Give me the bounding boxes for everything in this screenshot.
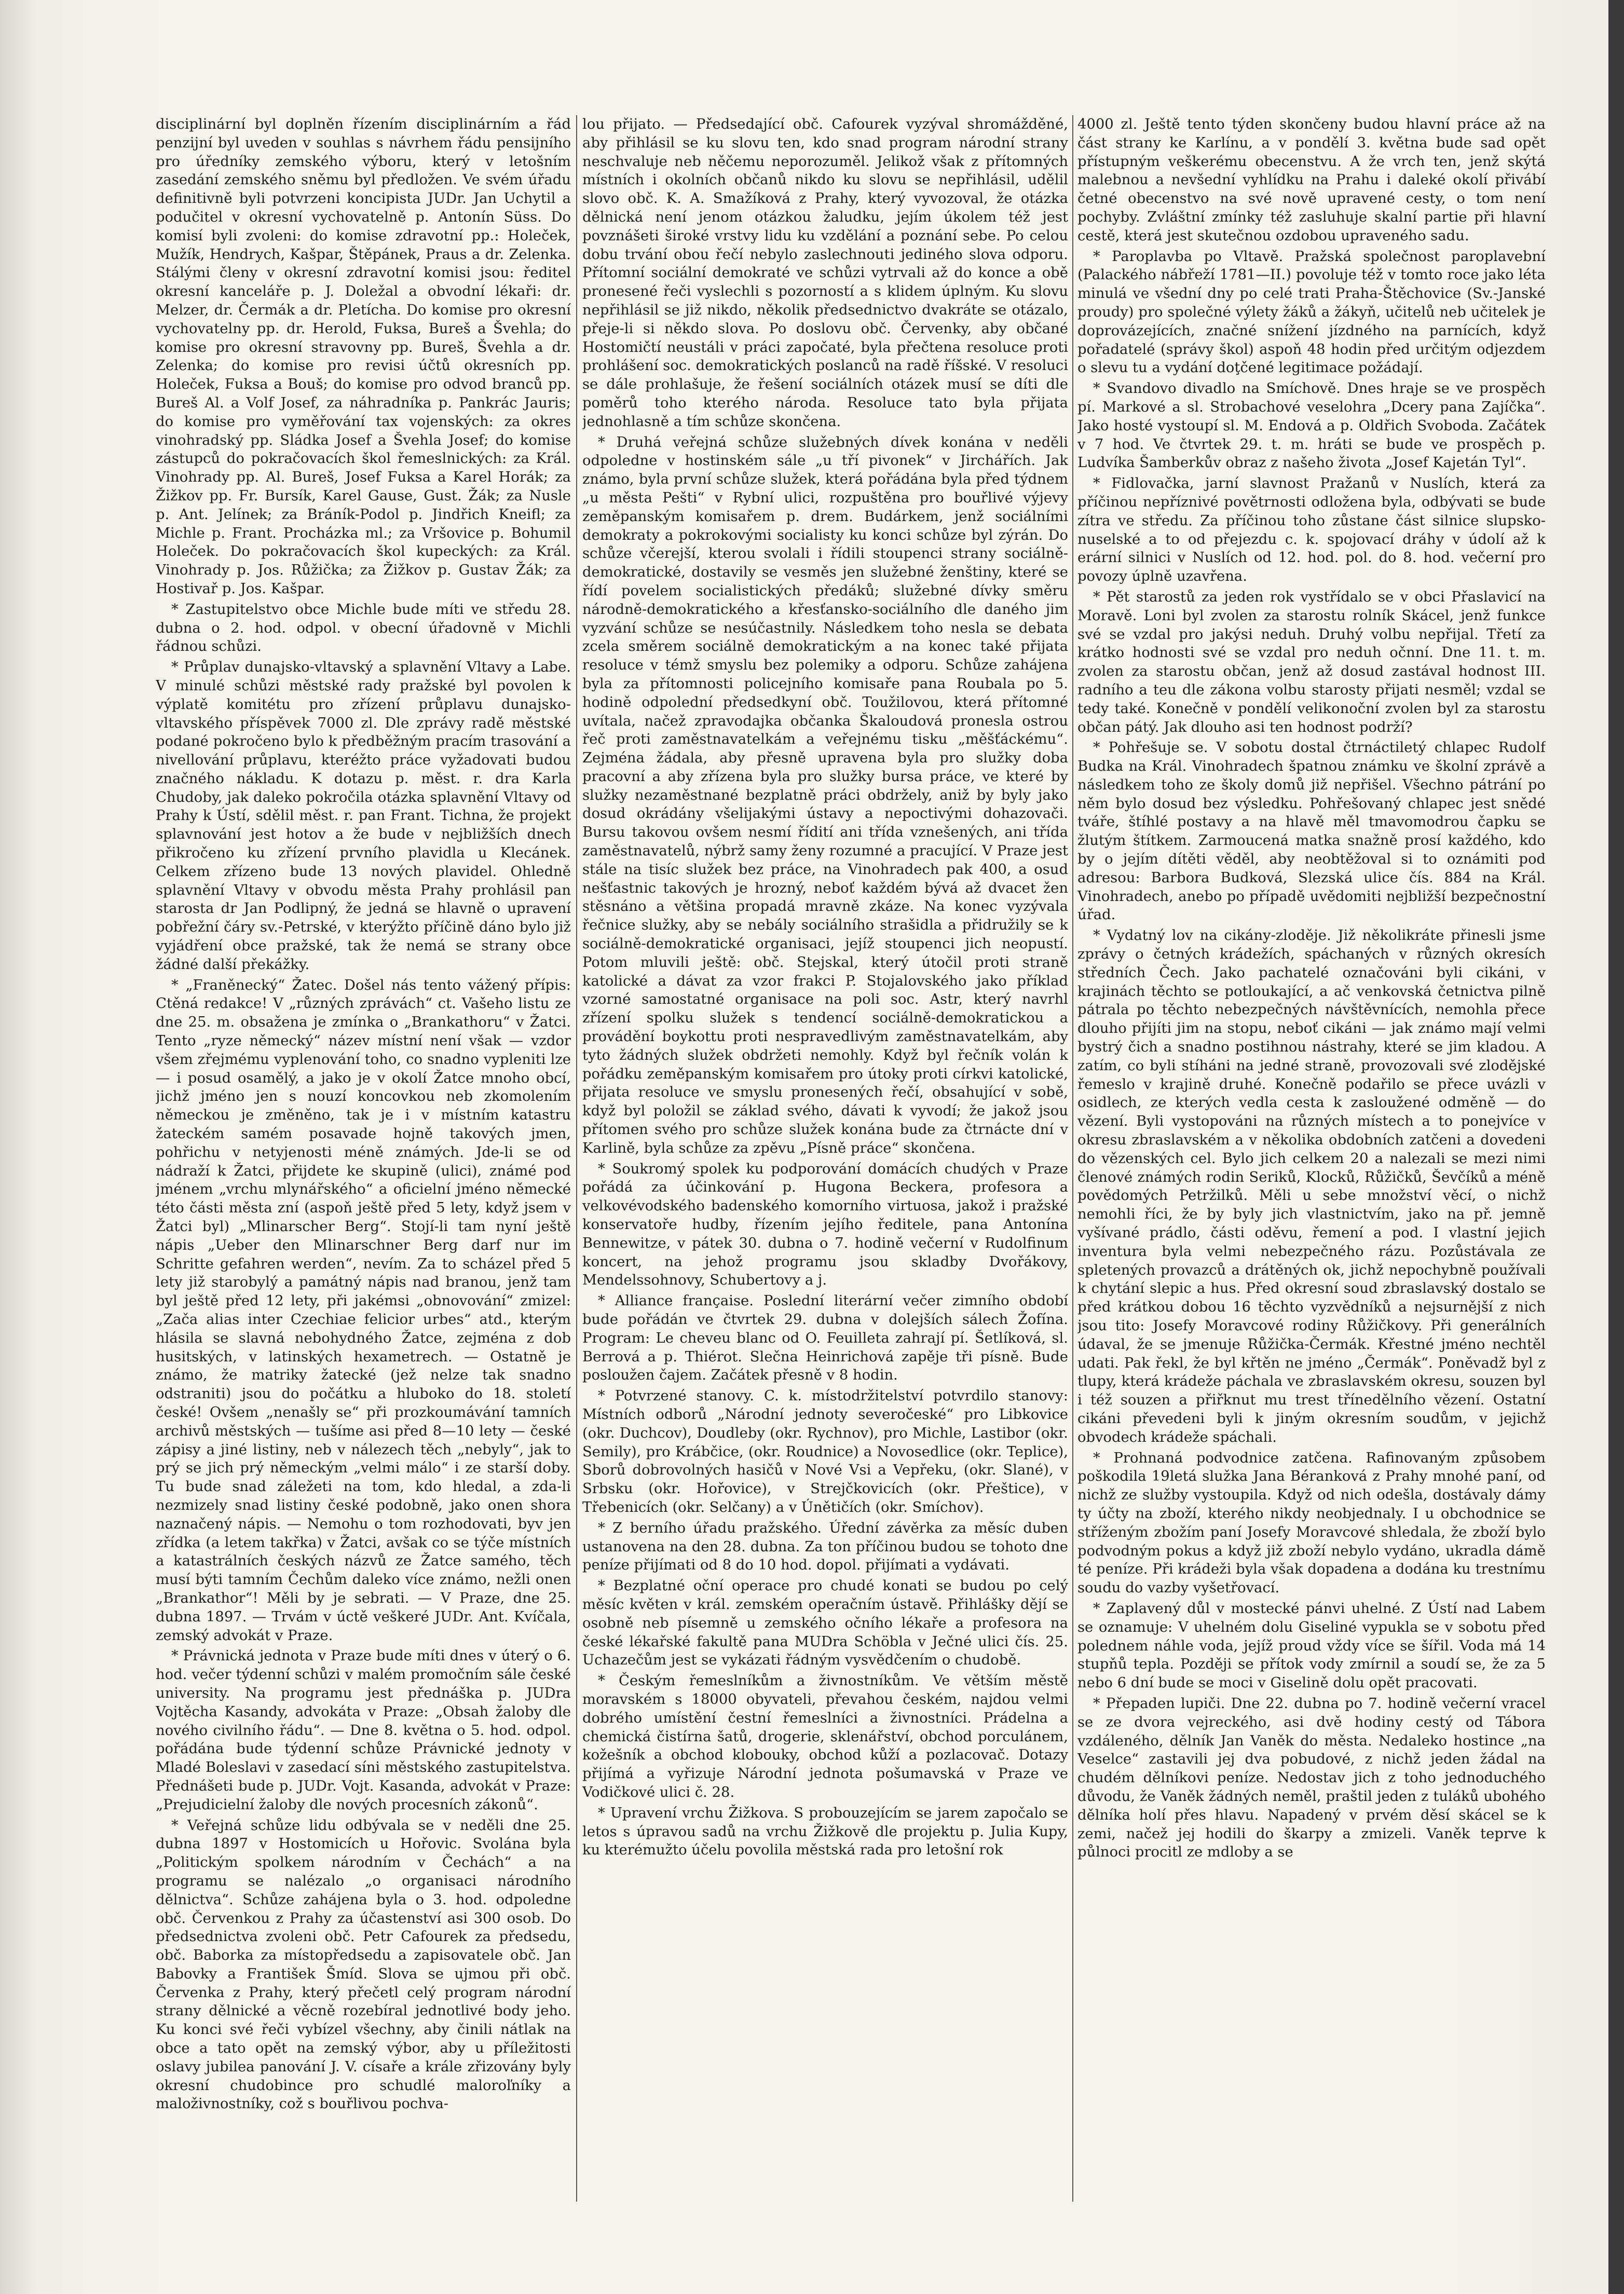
text-column-left bbox=[156, 115, 571, 2202]
article-eye-operations: * Bezplatné oční operace pro chudé konati se budou po celý měsíc květen v král. zemském operačním ústavě. Přihlášky dějí se osobně neb písemně u zemského očního lékaře a profesora na české lékařské fakultě pana MUDra Schöbla v Ječné ulici čís. 25. Uchazečům jest se vykázati řádným vysvědčením o chudobě. bbox=[582, 1578, 1068, 1669]
article-continued: disciplinární byl doplněn řízením disciplinárním a řád penzijní byl uveden v souhlas s návrhem řádu pensijního pro úředníky zemského výboru, který v letošním zasedání zemského sněmu byl předložen. Ve svém úřadu definitivně byli potvrzeni koncipista JUDr. Jan Uchytil a podučitel v okresní vychovatelně p. Antonín Süss. Do komisí byli zvoleni: do komise zdravotní pp.: Holeček, Mužík, Hendrych, Kašpar, Štěpánek, Praus a dr. Zelenka. Stálými členy v okresní zdravotní komisi jsou: ředitel okresní kanceláře p. J. Doležal a obvodní lékaři: dr. Melzer, dr. Čermák a dr. Pletícha. Do komise pro okresní vychovatelny pp. dr. Herold, Fuksa, Bureš a Švehla; do komise pro okresní stravovny pp. Bureš, Švehla a dr. Zelenka; do komise pro revisi účtů okresních pp. Holeček, Fuksa a Bouš; do komise pro odvod branců pp. Bureš Al. a Volf Josef, za náhradníka p. Pankrác Jauris; do komise pro vyměřování tax vojenských: za okres vinohradský pp. Sládka Josef a Švehla Josef; do komise zástupců do pokračovacích škol řemeslnických: za Král. Vinohrady pp. Al. Bureš, Josef Fuksa a Karel Horák; za Žižkov pp. Fr. Bursík, Karel Gause, Gust. Žák; za Nusle p. Ant. Jelínek; za Bráník-Podol p. Jindřich Kneifl; za Michle p. Frant. Procházka ml.; za Vršovice p. Bohumil Holeček. Do pokračovacích škol kupeckých: za Král. Vinohrady p. Jos. Růžička; za Žižkov p. Gustav Žák; za Hostivař p. Jos. Kašpar. bbox=[156, 116, 571, 597]
article-svanda-theatre: * Svandovo divadlo na Smíchově. Dnes hraje se ve prospěch pí. Markové a sl. Strobachové veselohra „Dcery pana Zajíčka“. Jako hosté vystoupí sl. M. Endová a p. Oldřich Svoboda. Začátek v 7 hod. Ve čtvrtek 29. t. m. hráti se bude ve prospěch p. Ludvíka Šamberkův obraz z našeho života „Josef Kajetán Tyl“. bbox=[1077, 380, 1546, 471]
text-column-right bbox=[1077, 115, 1546, 2202]
article-steamboats: * Paroplavba po Vltavě. Pražská společnost paroplavební (Palackého nábřeží 1781—II.) povoluje též v tomto roce jako léta minulá ve všední dny po celé trati Praha-Štěchovice (Sv.-Janské proudy) pro společné výlety žáků a žákyň, učitelů neb učitelek je doprovázejících, značné snížení jízdného na parnících, když pořadatelé (správy škol) aspoň 48 hodin před určitým odjezdem o slevu tu a vydání doţčené legitimace požádají. bbox=[1077, 248, 1546, 376]
article-continued: 4000 zl. Ještě tento týden skončeny budou hlavní práce až na část strany ke Karlínu, a v pondělí 3. května bude sad opět přístupným veškerému obecenstvu. A že vrch ten, jenž skýtá malebnou a nevšední vyhlídku na Prahu i daleké okolí přivábí četné obecenstvo na své nově upravené cesty, o tom není pochyby. Zvláštní zmínky též zasluhuje skalní partie při hlavní cestě, která jest skutečnou ozdobou upraveného sadu. bbox=[1077, 116, 1546, 244]
text-column-middle bbox=[582, 115, 1068, 2202]
page-edge-shadow bbox=[0, 0, 36, 2294]
article-michle-council: * Zastupitelstvo obce Michle bude míti ve středu 28. dubna o 2. hod. odpol. v obecní úřadovně v Michli řádnou schůzi. bbox=[156, 601, 571, 655]
article-zizkov-hill: * Upravení vrchu Žižkova. S probouzejícím se jarem započalo se letos s úpravou sadů na vrchu Žižkově dle projektu p. Julia Kupy, ku kterémužto účelu povolila městská rada pro letošní rok bbox=[582, 1805, 1068, 1859]
article-craftsmen: * Českým řemeslníkům a živnostníkům. Ve větším městě moravském s 18000 obyvateli, převahou českém, najdou velmi dobrého umístění čestní řemeslníci a živnostníci. Prádelna a chemická čistírna šatů, drogerie, sklenářství, obchod porculánem, kožešník a obchod klobouky, obchod kůží a pozlacovač. Dotazy přijímá a vyřizuje Národní jednota pošumavská v Praze ve Vodičkové ulici č. 28. bbox=[582, 1673, 1068, 1800]
scanner-edge bbox=[1608, 0, 1624, 2294]
article-legal-union: * Právnická jednota v Praze bude míti dnes v úterý o 6. hod. večer týdenní schůzi v malém promočním sále české university. Na programu jest přednáška p. JUDra Vojtěcha Kasandy, advokáta v Praze: „Obsah žaloby dle nového civilního řádu“. — Dne 8. května o 5. hod. odpol. pořádána bude týdenní schůze Právnické jednoty v Mladé Boleslavi v zasedací síni městského zastupitelstva. Přednášeti bude p. JUDr. Vojt. Kasanda, advokát v Praze: „Prejudicielní žaloby dle nových procesních zákonů“. bbox=[156, 1648, 571, 1813]
column-divider bbox=[1072, 115, 1073, 2202]
article-five-mayors: * Pět starostů za jeden rok vystřídalo se v obci Přaslavicí na Moravě. Loni byl zvolen za starostu rolník Skácel, jenž funkce své se vzdal pro jakýsi neduh. Druhý volbu nepřijal. Třetí za krátko hodnosti své se vzdal pro neduh očnní. Dne 11. t. m. zvolen za starostu občan, jenž až dosud zastával hodnost III. radního a teu dle zákona volbu starosty přijati nesměl; vzdal se tedy také. Konečně v pondělí velikonoční zvolen byl za starostu občan pátý. Jak dlouho asi ten hodnost podrží? bbox=[1077, 589, 1546, 735]
article-maids-meeting: * Druhá veřejná schůze služebných dívek konána v neděli odpoledne v hostinském sále „u tří pivonek“ v Jirchářích. Jak známo, byla první schůze služek, která pořádána byla před týdnem „u města Pešti“ v Rybní ulici, rozpuštěna pro bouřlivé výjevy zeměpanským komisařem p. drem. Budárkem, jenž sociálními demokraty a pokrokovými socialisty ku konci schůze byl zýrán. Do schůze včerejší, kterou svolali i řídili stoupenci strany sociálně-demokratické, dostavily se vesměs jen služebné ženštiny, které se řídí povelem socialistických předáků; služebné dívky směru národně-demokratického a křesťansko-sociálního dle daného jim vyzvání schůze se nesúčastnily. Následkem toho nesla se debata zcela směrem sociálně demokratickým a na konec také přijata resoluce v témž smyslu bez polemiky a odporu. Schůze zahájena byla za přítomnosti policejního komisaře pana Roubala po 5. hodině odpolední předsedkyní obč. Toužilovou, která přítomné uvítala, načež zpravodajka občanka Škaloudová pronesla ostrou řeč proti zaměstnavatelkám a veřejnému tisku „měšťáckému“. Zejména žádala, aby přesně upravena byla pro služky doba pracovní a aby zřízena byla pro služky bursa práce, ve které by služky nezaměstnané bezplatně práci obdržely, aniž by byly jako dosud okrádány všelijakými ústavy a nepoctivými dohazovači. Bursu takovou ovšem nesmí řídití ani třída vznešených, ani třída zaměstnavatelů, nýbrž samy ženy rozumné a pracující. V Praze jest stále na tisíc služek bez práce, na Vinohradech pak 400, a osud nešťastnic takových je hrozný, neboť každém bývá až dvacet žen stěsnáno a většina propadá mravně zkáze. Na konec vyzývala řečnice služky, aby se nebály sociálního strašidla a přidružily se k sociálně-demokratické organisaci, jejíž stoupenci jich neopustí. Potom mluvili ještě: obč. Stejskal, který útočil proti straně katolické a dávat za vzor frakci P. Stojalovského jako příklad vzorné samostatné organisace na poli soc. Astr, který navrhl zřízení spolku služek s tendencí sociálně-demokratickou a provádění boykottu proti nespravedlivým zaměstnavatelkám, aby tyto žádných služek obdržeti nemohly. Když byl řečník volán k pořádku zeměpanským komisařem pro útoky proti církvi katolické, přijata resoluce ve smyslu pronesených řečí, obsahující v sobě, když byl položil se základ svého, dávati k vyvodí; že jakož jsou přítomen svého pro schůze služek konána bude za čtrnácte dní v Karlině, byla schůze za zpěvu „Písně práce“ skončena. bbox=[582, 434, 1068, 1156]
article-canal: * Průplav dunajsko-vltavský a splavnění Vltavy a Labe. V minulé schůzi městské rady pražské byl povolen k výplatě komitétu pro zřízení průplavu dunajsko-vltavského příspěvek 7000 zl. Dle zprávy radě městské podané pokročeno bylo k předběžným pracím trasování a nivellování průplavu, kteréžto práce vyžadovati budou značného nákladu. K dotazu p. měst. r. dra Karla Chudoby, jak daleko pokročila otázka splavnění Vltavy od Prahy k Ústí, sdělil měst. r. pan Frant. Tichna, že projekt splavnování jest hotov a že bude v nejbližších dnech přikročeno ku zřízení prvního plavidla u Klecánek. Celkem zřízeno bude 13 nových plavidel. Ohledně splavnění Vltavy v obvodu města Prahy prohlásil pan starosta dr Jan Podlipný, že jedná se hlavně o upravení pobřežní čáry sv.-Petrské, v kterýžto příčině dáno bylo již vyjádření obce pražské, tak že nemá se strany obce žádné další překážky. bbox=[156, 659, 571, 973]
article-robbery: * Přepaden lupiči. Dne 22. dubna po 7. hodině večerní vracel se ze dvora vejreckého, asi dvě hodiny cestý od Tábora vzdáleného, dělník Jan Vaněk do města. Nedaleko hostince „na Veselce“ zastavili jej dva pobudové, z nichž jeden žádal na chudém dělníkovi peníze. Nedostav jich z toho jednoduchého důvodu, že Vaněk žádných neměl, praštil jeden z tuláků ubohého dělníka holí přes hlavu. Napadený v prvém děsí skácel se k zemi, načež jej hodili do škarpy a zmizeli. Vaněk teprve k půlnoci procitl ze mdloby a se bbox=[1077, 1695, 1546, 1861]
article-zatec: * „Franěnecký“ Žatec. Došel nás tento vážený přípis: Ctěná redakce! V „různých zprávách“ ct. Vašeho listu ze dne 25. m. obsažena je zmínka o „Brankathoru“ v Žatci. Tento „ryze německý“ název místní není však — vzdor všem zřejmému vyplenování toho, co snadno vypleniti lze — i posud osamělý, a jako je v okolí Žatce mnoho obcí, jichž jméno jen s nouzí koncovkou neb zkomolením německou je změněno, tak je i v místním katastru žateckém samém posavade hojně takových jmen, pohřichu v netyjenosti méně známých. Jde-li se od nádraží k Žatci, přijdete ke skupině (ulici), známé pod jménem „vrchu mlynářského“ a oficielní jméno německé této části města zní (aspoň ještě před 5 lety, když jsem v Žatci byl) „Mlinarscher Berg“. Stojí-li tam nyní ještě nápis „Ueber den Mlinarschner Berg darf nur im Schritte gefahren werden“, nevím. Za to scházel před 5 lety již starobylý a památný nápis nad branou, jenž tam byl ještě před 12 lety, při jakémsi „obnovování“ zmizel: „Zača alias inter Czechiae felicior urbes“ atd., kterým hlásila se slavná nebohydného Žatce, zejména z dob husitských, v latinských hexametrech. — Ostatně je známo, že matriky žatecké (jež nelze tak snadno odstraniti) jsou do počátku a hluboko do 18. století české! Ovšem „nenašly se“ při prozkoumávání tamních archivů městských — tušíme asi před 8—10 lety — české zápisy a jiné listiny, neb v nálezech těch „nebyly“, jak to prý se jich prý německým „velmi málo“ i ze starší doby. Tu bude snad záležeti na tom, kdo hledal, a zda-li nezmizely snad listiny české podobně, jako onen shora naznačený nápis. — Nemohu o tom rozhodovati, byv jen zřídka (a letem takřka) v Žatci, avšak co se týče místních a katastrálních českých názvů ze Žatce samého, těch musí býti tamním Čechům daleko více známo, nežli onen „Brankathor“! Měli by je sebrati. — V Praze, dne 25. dubna 1897. — Trvám v úctě veškeré JUDr. Ant. Kvíčala, zemský advokát v Praze. bbox=[156, 977, 571, 1644]
article-statutes: * Potvrzené stanovy. C. k. místodržitelství potvrdilo stanovy: Místních odborů „Národní jednoty severočeské“ pro Libkovice (okr. Duchcov), Doudleby (okr. Rychnov), pro Michle, Lastibor (okr. Semily), pro Krábčice, (okr. Roudnice) a Novosedlice (okr. Teplice), Sborů dobrovolných hasičů v Nové Vsi a Vepřeku, (okr. Slané), v Srbsku (okr. Hořovice), v Strejčkovicích (okr. Přeštice), v Třebenicích (okr. Selčany) a v Únětičích (okr. Smíchov). bbox=[582, 1388, 1068, 1515]
article-fraudster: * Prohnaná podvodnice zatčena. Rafinovaným způsobem poškodila 19letá služka Jana Béranková z Prahy mnohé paní, od nichž ze služby vystoupila. Když od nich odešla, dostávaly dámy ty účty na zboží, kterého nikdy neobjednaly. I u obchodnice se stříženým zbožím paní Josefy Moravcové shledala, že zboží bylo podvodným pokus a když již zboží nebylo vydáno, ukradla dámě té peníze. Při krádeži byla však dopadena a dodána ku trestnímu soudu do vazby vyšetřovací. bbox=[1077, 1450, 1546, 1596]
article-fidlovacka: * Fidlovačka, jarní slavnost Pražanů v Nuslích, která za příčinou nepříznivé povětrnosti odložena byla, odbývati se bude zítra ve středu. Za příčinou toho zůstane část silnice slupsko-nuselské a to od přejezdu c. k. spojovací dráhy v údolí až k erární silnici v Nuslích od 12. hod. pol. do 8. hod. večerní pro povozy úplně uzavřena. bbox=[1077, 475, 1546, 585]
article-public-meeting: * Veřejná schůze lidu odbývala se v neděli dne 25. dubna 1897 v Hostomicích u Hořovic. Svolána byla „Politickým spolkem národním v Čechách“ a na programu se nalézalo „o organisaci národního dělnictva“. Schůze zahájena byla o 3. hod. odpoledne obč. Červenkou z Prahy za účastenství asi 300 osob. Do předsednictva zvoleni obč. Petr Cafourek za předsedu, obč. Baborka za místopředsedu a zapisovatele obč. Jan Babovky a František Šmíd. Slova se ujmou při obč. Červenka z Prahy, který přečetl celý program národní strany dělnické a věcně rozebíral jednotlivé body jeho. Ku konci své řeči vybízel všechny, aby činili nátlak na obce a tato opět na zemský výbor, aby u příležitosti oslavy jubilea panování J. V. císaře a krále zřizovány byly okresní chudobince pro schudlé maloroľníky a maloživnostníky, což s bouřlivou pochva- bbox=[156, 1817, 571, 2112]
article-flooded-mine: * Zaplavený důl v mostecké pánvi uhelné. Z Ústí nad Labem se oznamuje: V uhelném dolu Giseliné vypukla se v sobotu před polednem náhle voda, jejíž proud vždy více se šířil. Voda má 14 stupňů tepla. Později se přítok vody zmírnil a soudí se, že za 5 nebo 6 dní bude se moci v Giselině dolu opět pracovati. bbox=[1077, 1600, 1546, 1691]
article-charity-concert: * Soukromý spolek ku podporování domácích chudých v Praze pořádá za účinkování p. Hugona Beckera, profesora a velkovévodského badenského komorního virtuosa, jakož i pražské konservatoře hudby, řízením jejího ředitele, pana Antonína Bennewitze, v pátek 30. dubna o 7. hodině večerní v Rudolfinum koncert, na jehož programu jsou skladby Dvořákovy, Mendelssohnovy, Schubertovy a j. bbox=[582, 1160, 1068, 1289]
article-alliance-francaise: * Alliance française. Poslední literární večer zimního období bude pořádán ve čtvrtek 29. dubna v dolejších sálech Žofína. Program: Le cheveu blanc od O. Feuilleta zahrají pí. Šetlíková, sl. Berrová a p. Thiérot. Slečna Heinrichová zapěje tři písně. Bude posloužen čajem. Začátek přesně v 8 hodin. bbox=[582, 1293, 1068, 1384]
article-missing-boy: * Pohřešuje se. V sobotu dostal čtrnáctiletý chlapec Rudolf Budka na Král. Vinohradech špatnou známku ve školní zprávě a následkem toho ze školy domů již nepřišel. Všechno pátrání po něm bylo dosud bez výsledku. Pohřešovaný chlapec jest snědé tváře, štíhlé postavy a na hlavě měl tmavomodrou čapku se žlutým štítkem. Zarmoucená matka snažně prosí každého, kdo by o jejím dítěti věděl, aby neobtěžoval si to oznámiti pod adresou: Barbora Budková, Slezská ulice čís. 884 na Král. Vinohradech, anebo po případě uvědomiti nejbližší bezpečnostní úřad. bbox=[1077, 740, 1546, 923]
article-gypsy-thieves: * Vydatný lov na cikány-zloděje. Již několikráte přinesli jsme zprávy o četných krádežích, spáchaných v různých okresích středních Čech. Jako pachatelé označováni byli cikáni, v krajinách těchto se potloukající, a ač venkovská četnictva pilně pátrala po těchto nebezpečných návštěvnících, nemohla přece dlouho přijíti jim na stopu, neboť cikáni — jak známo mají velmi bystrý čich a snadno postihnou nástrahy, které se jim kladou. A zatím, co byli stíháni na jedné straně, provozovali své zlodějské řemeslo v krajině druhé. Konečně podařilo se přece uvázli v osidlech, ze kterých vedla cesta k zasloužené odměně — do vězení. Byli vystopováni na různých místech a to ponejvíce v okresu zbraslavském a v několika obdobních zatčeni a dovedeni do vězenských cel. Bylo jich celkem 20 a nalezali se mezi nimi členové známých rodin Seriků, Klocků, Růžičků, Ševčíků a méně povědomých Petržilků. Měli u sebe množství věcí, o nichž nemohli říci, že by byly jich vlastnictvím, jako na př. jemně vyšívané prádlo, části oděvu, řemení a pod. I vlastní jejich inventura byla velmi nebezpečného rázu. Pozůstávala ze spletených provazců a drátěných ok, jichž nepochybně používali k chytání slepic a hus. Před okresní soud zbraslavský dostalo se před krátkou dobou 16 těchto vyzvědníků a nejsurnější z nich jsou tito: Josefy Moravcové rodiny Růžičkovy. Při generálních údaval, že se jmenuje Růžička-Čermák. Křestné jméno nechtěl udati. Pak řekl, že byl křtěn ne jméno „Čermák“. Poněvadž byl z tlupy, která krádeže páchala ve zbraslavském okresu, souzen byl i též souzen a přiřknut mu trest třínedělního vězení. Ostatní cikáni převedeni byli k jiným okresním soudům, v jejichž obvodech krádeže spáchali. bbox=[1077, 927, 1546, 1445]
article-continued: lou přijato. — Předsedající obč. Cafourek vyzýval shromážděné, aby přihlásil se ku slovu ten, kdo snad program národní strany neschvaluje neb něčemu neporozuměl. Jelikož však z přítomných místních i okolních občanů nikdo ku slovu se nepřihlásil, udělil slovo obč. K. A. Smažíková z Prahy, který vyvozoval, že otázka dělnická není jenom otázkou žaludku, jejím úkolem též jest povznášeti široké vrstvy lidu ku vzdělání a poznání sebe. Po celou dobu trvání obou řečí nebylo zaslechnouti jediného slova odporu. Přítomní sociální demokraté ve schůzi vytrvali až do konce a obě pronesené řeči vyslechli s pozorností a s klidem úplným. Ku slovu nepřihlásil se již nikdo, několik předsednictvo dvakráte se otázalo, přeje-li si někdo slova. Po doslovu obč. Červenky, aby občané Hostomičtí neustáli v práci započaté, byla přečtena resoluce proti prohlášení soc. demokratických poslanců na radě říšské. V resoluci se dále prohlašuje, že řešení sociálních otázek musí se díti dle poměrů toho kterého národa. Resoluce tato byla přijata jednohlasně a tím schůze skončena. bbox=[582, 116, 1068, 430]
article-tax-office: * Z berního úřadu pražského. Úřední závěrka za měsíc duben ustanovena na den 28. dubna. Za ton příčinou budou se tohoto dne peníze přijímati od 8 do 10 hod. dopol. přijímati a vydávati. bbox=[582, 1520, 1068, 1574]
column-divider bbox=[576, 115, 577, 2202]
